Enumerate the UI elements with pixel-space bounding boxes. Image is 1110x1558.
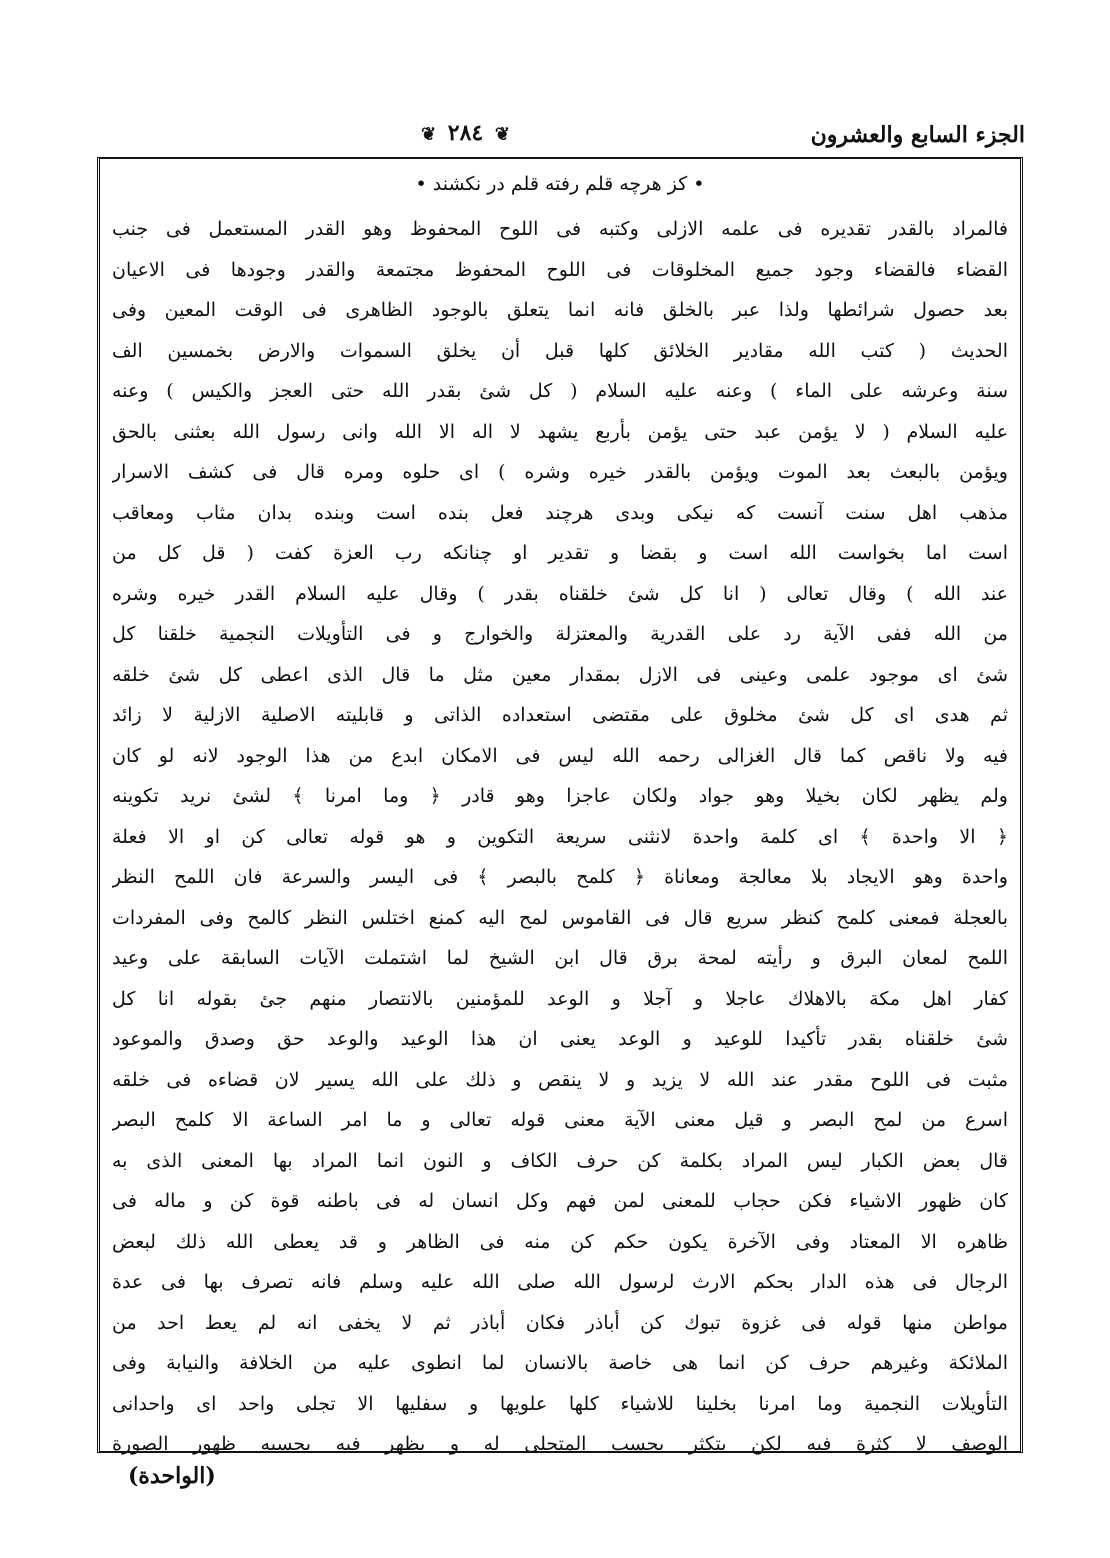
- page-header: [95, 118, 1025, 156]
- text-line: عليه السلام ( لا يؤمن عبد حتى يؤمن بأربع يشهد لا اله الا الله وانى رسول الله بعثنى بالحق: [112, 420, 1008, 443]
- text-line: من الله ففى الآية رد على القدرية والمعتزلة والخوارج و فى التأويلات النجمية خلقنا كل: [112, 623, 1008, 645]
- text-line: مواطن منها قوله فى غزوة تبوك كن أباذر فكان أباذر ثم لا يخفى انه لم يعط احد من: [112, 1311, 1008, 1334]
- text-line: سنة وعرشه على الماء ) وعنه عليه السلام ( كل شئ بقدر الله حتى العجز والكيس ) وعنه: [112, 380, 1008, 402]
- text-line: شئ اى موجود علمى وعينى فى الازل بمقدار معين مثل ما قال الذى اعطى كل شئ خلقه: [112, 663, 1008, 686]
- text-line: كفار اهل مكة بالاهلاك عاجلا و آجلا و الوعد للمؤمنين بالانتصار منهم جئ بقوله انا كل: [112, 987, 1008, 1010]
- page-number-group: [417, 120, 514, 146]
- text-line: شئ خلقناه بقدر تأكيدا للوعيد و الوعد يعنى ان هذا الوعيد والوعد حق وصدق والموعود: [112, 1028, 1008, 1050]
- text-line: كان ظهور الاشياء فكن حجاب للمعنى لمن فهم وكل انسان له فى باطنه قوة كن و ماله فى: [112, 1190, 1008, 1212]
- text-line: واحدة وهو الايجاد بلا معالجة ومعاناة ﴿ كلمح بالبصر ﴾ فى اليسر والسرعة فان اللمح النظر: [112, 866, 1008, 888]
- text-line: ظاهره الا المعتاد وفى الآخرة يكون حكم كن منه فى الظاهر و قد يعطى الله ذلك لبعض: [112, 1230, 1008, 1253]
- text-line: التأويلات النجمية وما امرنا بخلينا للاشياء كلها علويها و سفليها الا تجلى واحد اى واحدانى: [112, 1392, 1008, 1415]
- text-line: فالمراد بالقدر تقديره فى علمه الازلى وكتبه فى اللوح المحفوظ وهو القدر المستعمل فى جنب: [112, 218, 1008, 240]
- text-line: مثبت فى اللوح مقدر عند الله لا يزيد و لا ينقص و ذلك على الله يسير لان قضاءه فى خلقه: [112, 1068, 1008, 1091]
- text-line: الرجال فى هذه الدار بحكم الارث لرسول الله صلى الله عليه وسلم فانه تصرف بها فى عدة: [112, 1271, 1008, 1293]
- text-line: است اما بخواست الله است و بقضا و تقدير او چنانكه رب العزة كفت ( قل كل من: [112, 542, 1008, 564]
- text-line: الحديث ( كتب الله مقادير الخلائق كلها قبل أن يخلق السموات والارض بخمسين الف: [112, 339, 1008, 362]
- text-frame: [97, 157, 1023, 1453]
- catchword: (الواحدة): [128, 1463, 216, 1489]
- text-line: ثم هدى اى كل شئ مخلوق على مقتضى استعداده الذاتى و قابليته الاصلية الازلية لا زائد: [112, 704, 1008, 726]
- text-line: ولم يظهر لكان بخيلا وهو جواد ولكان عاجزا وهو قادر ﴿ وما امرنا ﴾ لشئ نريد تكوينه: [112, 785, 1008, 807]
- ornament-left-icon: ❦: [421, 124, 437, 145]
- page-number: ٢٨٤: [447, 120, 484, 146]
- text-line: مذهب اهل سنت آنست كه نيكى وبدى هرچند فعل بنده است وبنده بدان مثاب ومعاقب: [112, 501, 1008, 524]
- text-line: فيه ولا ناقص كما قال الغزالى رحمه الله ليس فى الامكان ابدع من هذا الوجود لانه لو كان: [112, 744, 1008, 767]
- text-line: اللمح لمعان البرق و رأيته لمحة برق قال ابن الشيخ لما اشتملت الآيات السابقة على وعيد: [112, 947, 1008, 969]
- text-line: قال بعض الكبار ليس المراد بكلمة كن حرف الكاف و النون انما المراد بها المعنى الذى به: [112, 1149, 1008, 1172]
- text-line: القضاء فالقضاء وجود جميع المخلوقات فى اللوح المحفوظ مجتمعة والقدر وجودها فى الاعيان: [112, 258, 1008, 281]
- text-line: ويؤمن بالبعث بعد الموت ويؤمن بالقدر خيره وشره ) اى حلوه ومره قال فى كشف الاسرار: [112, 461, 1008, 483]
- text-line: الوصف لا كثرة فيه لكن يتكثر بحسب المتجلى له و يظهر فيه بحسبه ظهور الصورة: [112, 1433, 1008, 1455]
- text-line: بالعجلة فمعنى كلمح كنظر سريع قال فى القاموس لمح اليه كمنع اختلس النظر كالمح وفى المفردات: [112, 906, 1008, 929]
- text-line: عند الله ) وقال تعالى ( انا كل شئ خلقناه بقدر ) وقال عليه السلام القدر خيره وشره: [112, 582, 1008, 605]
- text-line: الملائكة وغيرهم حرف كن انما هى خاصة بالانسان لما انطوى عليه من الخلافة والنيابة وفى: [112, 1352, 1008, 1374]
- ornament-right-icon: ❦: [494, 124, 510, 145]
- persian-verse: • كز هرچه قلم رفته قلم در نكشند •: [415, 173, 705, 195]
- text-line: ﴿ الا واحدة ﴾ اى كلمة واحدة لانثنى سريعة التكوين و هو قوله تعالى كن او الا فعلة: [112, 825, 1008, 848]
- text-line: بعد حصول شرائطها ولذا عبر بالخلق فانه انما يتعلق بالوجود الظاهرى فى الوقت المعين وفى: [112, 299, 1008, 321]
- text-line: اسرع من لمح البصر و قيل معنى الآية معنى قوله تعالى و ما امر الساعة الا كلمح البصر: [112, 1109, 1008, 1131]
- running-title: الجزء السابع والعشرون: [810, 122, 1025, 148]
- body-text: [112, 209, 1008, 1465]
